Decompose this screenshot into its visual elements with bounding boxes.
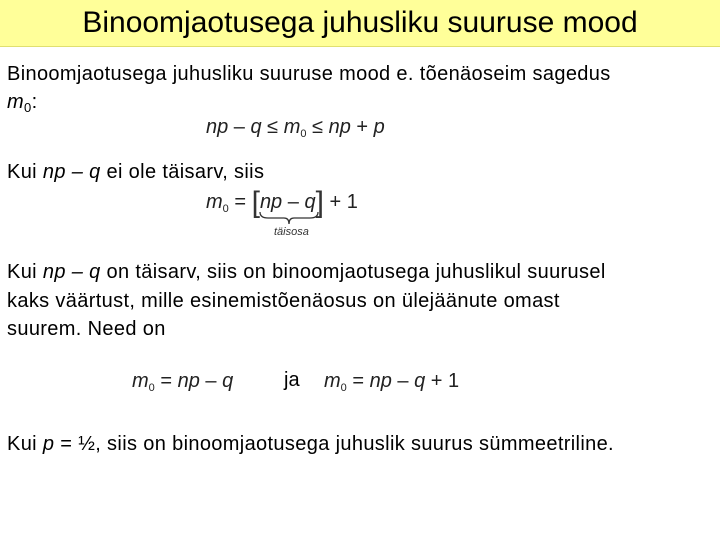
formula-mode-inequality — [206, 116, 385, 140]
case2-expression: np – q — [42, 261, 101, 283]
case1-suffix: ei ole täisarv, siis — [100, 161, 265, 183]
case-symmetric — [7, 431, 614, 457]
title-bar — [0, 0, 720, 47]
case-integer-line-1 — [7, 259, 606, 285]
slide-title: Binoomjaotusega juhusliku suuruse mood — [82, 6, 638, 39]
formula1-le-1: ≤ — [261, 116, 284, 138]
formula2-q: q — [304, 191, 316, 213]
formula1-m: m — [283, 116, 301, 138]
brace-label: täisosa — [274, 226, 309, 238]
formula1-plus: + — [350, 116, 374, 138]
formula3a-rest: = np – q — [154, 370, 234, 392]
intro-line-1: Binoomjaotusega juhusliku suuruse mood e. tõenäoseim sagedus — [7, 63, 611, 85]
formula1-le-2: ≤ — [306, 116, 329, 138]
case-integer-line-2: kaks väärtust, mille esinemistõenäosus on ülejäänute omast — [7, 290, 560, 312]
mode-variable: m — [7, 91, 25, 113]
mode-subscript: 0 — [24, 100, 32, 115]
formula1-np-right: np — [328, 116, 351, 138]
formula1-np-left: np — [206, 116, 229, 138]
formula2-np: np — [259, 191, 283, 213]
formula2-minus: – — [282, 191, 305, 213]
formula2-right-bracket: ] — [315, 186, 324, 219]
case3-expression: p — [42, 433, 55, 455]
formula1-minus: – — [228, 116, 251, 138]
formula1-p: p — [373, 116, 385, 138]
formula2-plus-one: + 1 — [323, 191, 358, 213]
formula1-m-sub: 0 — [300, 128, 307, 140]
formula2-equals: = — [228, 191, 252, 213]
case-integer-line-3: suurem. Need on — [7, 318, 166, 340]
formula-mode-a — [132, 370, 233, 394]
formula3a-m: m — [132, 370, 149, 392]
case2-prefix: Kui — [7, 261, 43, 283]
formula1-q: q — [250, 116, 262, 138]
formula-mode-b — [324, 370, 459, 394]
intro-line-2 — [7, 89, 38, 121]
formula3b-m-sub: 0 — [340, 382, 347, 394]
formula3b-m: m — [324, 370, 341, 392]
underbrace-icon — [258, 210, 320, 226]
case3-prefix: Kui — [7, 433, 43, 455]
conjunction-ja: ja — [284, 369, 300, 391]
formula2-m: m — [206, 191, 223, 213]
formula2-m-sub: 0 — [222, 203, 229, 215]
case2-suffix: on täisarv, siis on binoomjaotusega juhuslikul suurusel — [100, 261, 606, 283]
case-not-integer — [7, 159, 264, 185]
formula3a-m-sub: 0 — [148, 382, 155, 394]
case1-prefix: Kui — [7, 161, 43, 183]
formula3b-rest: = np – q + 1 — [346, 370, 460, 392]
intro-colon: : — [31, 91, 38, 113]
case3-suffix: = ½, siis on binoomjaotusega juhuslik suurus sümmeetriline. — [54, 433, 614, 455]
formula2-left-bracket: [ — [251, 186, 260, 219]
case1-expression: np – q — [42, 161, 101, 183]
